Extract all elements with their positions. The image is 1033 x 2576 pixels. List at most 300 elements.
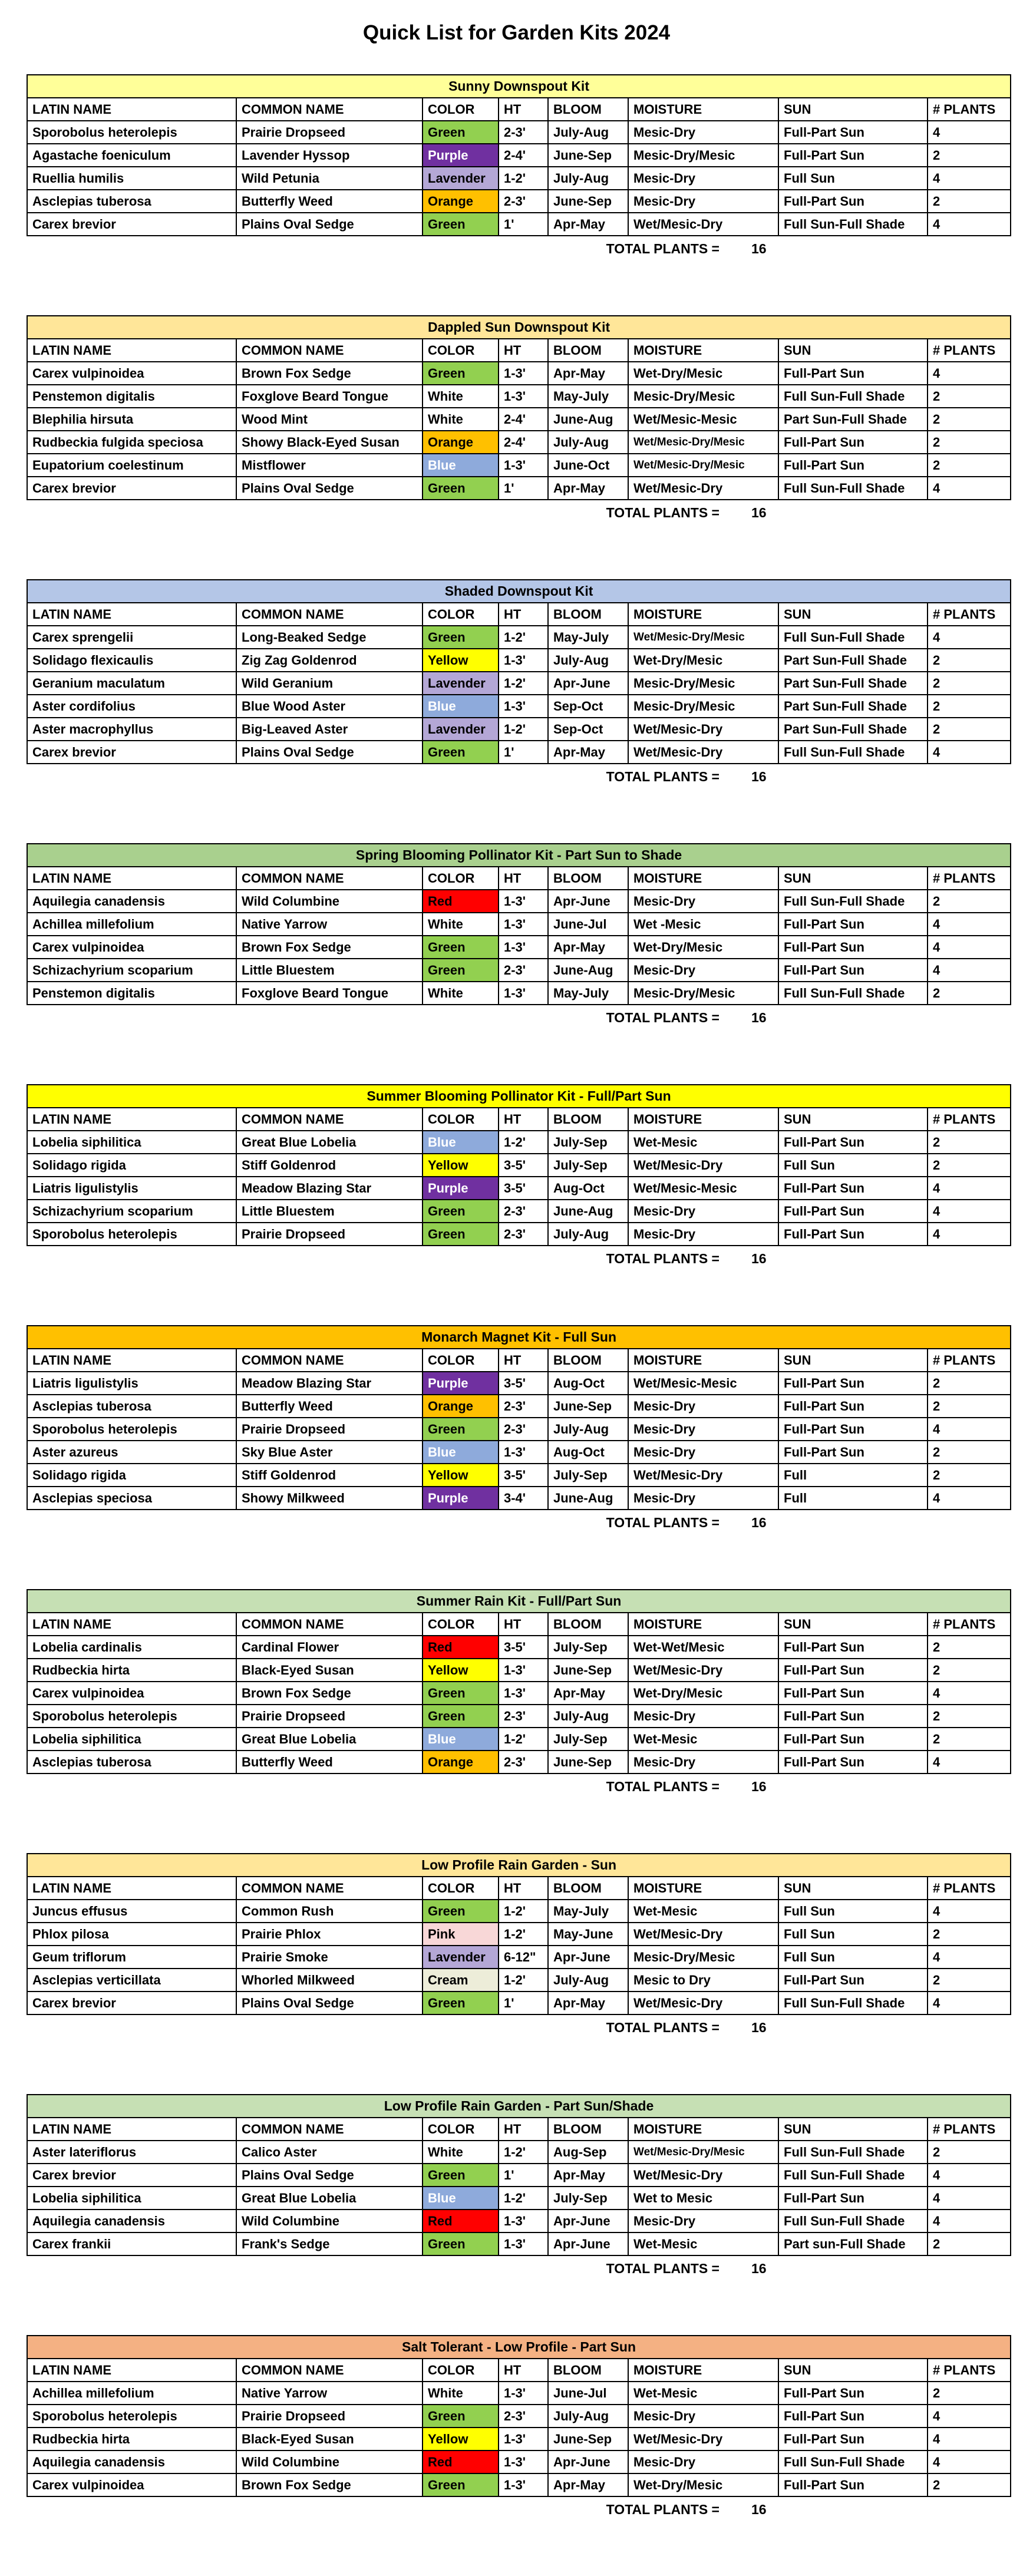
table-row xyxy=(27,1636,1011,1659)
kit-table xyxy=(27,2335,1011,2497)
total-plants xyxy=(27,1776,1010,1796)
cell-common-name: Prairie Dropseed xyxy=(236,121,423,144)
cell-latin-name: Carex sprengelii xyxy=(27,626,236,649)
color-swatch: Purple xyxy=(423,144,499,167)
total-plants xyxy=(27,767,1010,787)
cell-bloom: July-Sep xyxy=(548,1464,628,1487)
cell-plant-count: 2 xyxy=(928,1728,1011,1751)
total-value: 16 xyxy=(751,240,767,256)
cell-moisture: Wet -Mesic xyxy=(628,913,778,936)
table-row xyxy=(27,2428,1011,2450)
column-header-plant-count: # PLANTS xyxy=(928,2359,1011,2382)
cell-height: 1' xyxy=(499,477,548,500)
cell-moisture: Wet/Mesic-Dry xyxy=(628,741,778,764)
column-header-bloom: BLOOM xyxy=(548,1108,628,1131)
color-swatch: Green xyxy=(423,1223,499,1246)
cell-height: 1-3' xyxy=(499,936,548,959)
column-header-color: COLOR xyxy=(423,1877,499,1900)
column-header-plant-count: # PLANTS xyxy=(928,98,1011,121)
cell-common-name: Stiff Goldenrod xyxy=(236,1464,423,1487)
cell-latin-name: Carex vulpinoidea xyxy=(27,2473,236,2496)
cell-sun: Full Sun-Full Shade xyxy=(778,385,928,408)
table-row xyxy=(27,982,1011,1005)
cell-common-name: Foxglove Beard Tongue xyxy=(236,385,423,408)
table-row xyxy=(27,1751,1011,1774)
column-header-plant-count: # PLANTS xyxy=(928,339,1011,362)
cell-height: 1-3' xyxy=(499,649,548,672)
column-header-common-name: COMMON NAME xyxy=(236,339,423,362)
column-header-plant-count: # PLANTS xyxy=(928,1877,1011,1900)
total-value: 16 xyxy=(751,2019,767,2035)
cell-common-name: Calico Aster xyxy=(236,2141,423,2164)
cell-latin-name: Rudbeckia hirta xyxy=(27,1659,236,1682)
column-header-sun: SUN xyxy=(778,1108,928,1131)
table-row xyxy=(27,362,1011,385)
column-header-common-name: COMMON NAME xyxy=(236,867,423,890)
cell-moisture: Mesic-Dry xyxy=(628,167,778,190)
cell-sun: Full Sun-Full Shade xyxy=(778,741,928,764)
color-swatch: Yellow xyxy=(423,649,499,672)
column-header-color: COLOR xyxy=(423,1349,499,1372)
cell-bloom: Apr-May xyxy=(548,362,628,385)
cell-height: 2-3' xyxy=(499,1418,548,1441)
kit-table xyxy=(27,1084,1011,1246)
color-swatch: Green xyxy=(423,1705,499,1728)
cell-moisture: Wet/Mesic-Dry xyxy=(628,718,778,741)
cell-latin-name: Penstemon digitalis xyxy=(27,982,236,1005)
cell-sun: Full-Part Sun xyxy=(778,454,928,477)
header-row xyxy=(27,867,1011,890)
cell-height: 6-12" xyxy=(499,1946,548,1969)
table-row xyxy=(27,2232,1011,2255)
cell-plant-count: 4 xyxy=(928,2187,1011,2210)
column-header-height: HT xyxy=(499,1108,548,1131)
cell-sun: Full-Part Sun xyxy=(778,913,928,936)
cell-moisture: Wet/Mesic-Dry xyxy=(628,213,778,236)
cell-latin-name: Phlox pilosa xyxy=(27,1923,236,1946)
column-header-common-name: COMMON NAME xyxy=(236,1108,423,1131)
column-header-common-name: COMMON NAME xyxy=(236,98,423,121)
color-swatch: Green xyxy=(423,1200,499,1223)
cell-plant-count: 4 xyxy=(928,1946,1011,1969)
cell-height: 2-4' xyxy=(499,408,548,431)
table-row xyxy=(27,1487,1011,1510)
column-header-moisture: MOISTURE xyxy=(628,603,778,626)
column-header-common-name: COMMON NAME xyxy=(236,1877,423,1900)
column-header-moisture: MOISTURE xyxy=(628,98,778,121)
cell-sun: Full-Part Sun xyxy=(778,2428,928,2450)
cell-moisture: Wet-Mesic xyxy=(628,1728,778,1751)
total-plants xyxy=(27,1008,1010,1028)
cell-latin-name: Sporobolus heterolepis xyxy=(27,1418,236,1441)
cell-plant-count: 2 xyxy=(928,695,1011,718)
cell-common-name: Plains Oval Sedge xyxy=(236,2164,423,2187)
cell-common-name: Little Bluestem xyxy=(236,959,423,982)
cell-sun: Full Sun-Full Shade xyxy=(778,2141,928,2164)
total-label: TOTAL PLANTS = xyxy=(606,2019,720,2035)
header-row xyxy=(27,2118,1011,2141)
cell-bloom: July-Aug xyxy=(548,1418,628,1441)
table-row xyxy=(27,2141,1011,2164)
table-row xyxy=(27,213,1011,236)
cell-moisture: Wet/Mesic-Dry/Mesic xyxy=(628,2141,778,2164)
total-value: 16 xyxy=(751,1514,767,1530)
cell-height: 3-5' xyxy=(499,1177,548,1200)
cell-latin-name: Aquilegia canadensis xyxy=(27,2210,236,2232)
cell-moisture: Mesic-Dry/Mesic xyxy=(628,672,778,695)
total-value: 16 xyxy=(751,504,767,520)
cell-common-name: Butterfly Weed xyxy=(236,190,423,213)
color-swatch: Orange xyxy=(423,1395,499,1418)
kit-title: Summer Rain Kit - Full/Part Sun xyxy=(27,1590,1011,1613)
cell-bloom: June-Sep xyxy=(548,1751,628,1774)
cell-moisture: Mesic-Dry xyxy=(628,1487,778,1510)
cell-common-name: Wood Mint xyxy=(236,408,423,431)
cell-plant-count: 2 xyxy=(928,1659,1011,1682)
column-header-color: COLOR xyxy=(423,98,499,121)
cell-height: 1-2' xyxy=(499,1728,548,1751)
total-label: TOTAL PLANTS = xyxy=(606,1009,720,1025)
table-row xyxy=(27,2210,1011,2232)
column-header-sun: SUN xyxy=(778,2118,928,2141)
cell-bloom: July-Aug xyxy=(548,2405,628,2428)
cell-sun: Full Sun xyxy=(778,1900,928,1923)
cell-common-name: Great Blue Lobelia xyxy=(236,1131,423,1154)
cell-common-name: Prairie Dropseed xyxy=(236,1705,423,1728)
cell-height: 1-3' xyxy=(499,913,548,936)
cell-common-name: Meadow Blazing Star xyxy=(236,1372,423,1395)
kit-section xyxy=(27,843,1010,1028)
kit-section xyxy=(27,1853,1010,2037)
cell-moisture: Mesic-Dry xyxy=(628,121,778,144)
column-header-latin-name: LATIN NAME xyxy=(27,603,236,626)
column-header-latin-name: LATIN NAME xyxy=(27,867,236,890)
cell-bloom: Aug-Oct xyxy=(548,1441,628,1464)
cell-plant-count: 4 xyxy=(928,1900,1011,1923)
cell-moisture: Wet-Wet/Mesic xyxy=(628,1636,778,1659)
cell-moisture: Mesic-Dry xyxy=(628,1200,778,1223)
cell-sun: Full Sun xyxy=(778,1923,928,1946)
cell-latin-name: Solidago rigida xyxy=(27,1154,236,1177)
cell-bloom: July-Sep xyxy=(548,2187,628,2210)
table-row xyxy=(27,718,1011,741)
color-swatch: Green xyxy=(423,1992,499,2014)
cell-common-name: Blue Wood Aster xyxy=(236,695,423,718)
cell-latin-name: Carex brevior xyxy=(27,213,236,236)
cell-plant-count: 2 xyxy=(928,408,1011,431)
cell-moisture: Mesic-Dry xyxy=(628,1223,778,1246)
cell-sun: Full-Part Sun xyxy=(778,936,928,959)
cell-bloom: Apr-May xyxy=(548,1682,628,1705)
color-swatch: Blue xyxy=(423,2187,499,2210)
cell-bloom: July-Aug xyxy=(548,649,628,672)
cell-moisture: Mesic-Dry xyxy=(628,190,778,213)
cell-bloom: June-Aug xyxy=(548,959,628,982)
cell-common-name: Sky Blue Aster xyxy=(236,1441,423,1464)
column-header-plant-count: # PLANTS xyxy=(928,1349,1011,1372)
cell-plant-count: 4 xyxy=(928,362,1011,385)
cell-common-name: Black-Eyed Susan xyxy=(236,1659,423,1682)
total-label: TOTAL PLANTS = xyxy=(606,1514,720,1530)
cell-plant-count: 4 xyxy=(928,1682,1011,1705)
cell-latin-name: Carex brevior xyxy=(27,741,236,764)
table-row xyxy=(27,1659,1011,1682)
cell-latin-name: Carex vulpinoidea xyxy=(27,936,236,959)
cell-bloom: Apr-May xyxy=(548,2164,628,2187)
cell-plant-count: 4 xyxy=(928,913,1011,936)
cell-latin-name: Penstemon digitalis xyxy=(27,385,236,408)
cell-moisture: Wet-Dry/Mesic xyxy=(628,1682,778,1705)
table-row xyxy=(27,1154,1011,1177)
table-row xyxy=(27,1441,1011,1464)
cell-common-name: Mistflower xyxy=(236,454,423,477)
cell-common-name: Plains Oval Sedge xyxy=(236,741,423,764)
cell-sun: Full Sun-Full Shade xyxy=(778,2164,928,2187)
cell-height: 1-3' xyxy=(499,695,548,718)
table-row xyxy=(27,1705,1011,1728)
cell-sun: Part Sun-Full Shade xyxy=(778,408,928,431)
kit-table xyxy=(27,1853,1011,2015)
column-header-common-name: COMMON NAME xyxy=(236,1349,423,1372)
cell-latin-name: Blephilia hirsuta xyxy=(27,408,236,431)
color-swatch: Lavender xyxy=(423,167,499,190)
cell-bloom: June-Aug xyxy=(548,1200,628,1223)
cell-bloom: May-July xyxy=(548,626,628,649)
cell-common-name: Brown Fox Sedge xyxy=(236,362,423,385)
cell-height: 2-3' xyxy=(499,2405,548,2428)
header-row xyxy=(27,339,1011,362)
column-header-latin-name: LATIN NAME xyxy=(27,339,236,362)
cell-plant-count: 4 xyxy=(928,1992,1011,2014)
cell-common-name: Prairie Dropseed xyxy=(236,2405,423,2428)
cell-plant-count: 4 xyxy=(928,741,1011,764)
cell-height: 1-2' xyxy=(499,167,548,190)
cell-sun: Part sun-Full Shade xyxy=(778,2232,928,2255)
table-row xyxy=(27,1395,1011,1418)
cell-moisture: Wet/Mesic-Mesic xyxy=(628,1372,778,1395)
cell-height: 3-5' xyxy=(499,1464,548,1487)
column-header-bloom: BLOOM xyxy=(548,1613,628,1636)
cell-height: 1-3' xyxy=(499,1659,548,1682)
color-swatch: Lavender xyxy=(423,1946,499,1969)
cell-moisture: Mesic to Dry xyxy=(628,1969,778,1992)
cell-height: 1-3' xyxy=(499,362,548,385)
color-swatch: Green xyxy=(423,362,499,385)
column-header-moisture: MOISTURE xyxy=(628,1108,778,1131)
table-row xyxy=(27,121,1011,144)
cell-height: 1-2' xyxy=(499,2187,548,2210)
cell-common-name: Brown Fox Sedge xyxy=(236,2473,423,2496)
cell-common-name: Showy Milkweed xyxy=(236,1487,423,1510)
cell-common-name: Prairie Smoke xyxy=(236,1946,423,1969)
cell-common-name: Plains Oval Sedge xyxy=(236,213,423,236)
cell-bloom: Apr-June xyxy=(548,890,628,913)
cell-sun: Full-Part Sun xyxy=(778,1705,928,1728)
cell-latin-name: Carex vulpinoidea xyxy=(27,1682,236,1705)
cell-latin-name: Achillea millefolium xyxy=(27,913,236,936)
cell-plant-count: 2 xyxy=(928,672,1011,695)
cell-sun: Full-Part Sun xyxy=(778,1223,928,1246)
cell-latin-name: Sporobolus heterolepis xyxy=(27,1705,236,1728)
cell-bloom: Apr-June xyxy=(548,2450,628,2473)
column-header-color: COLOR xyxy=(423,339,499,362)
cell-plant-count: 2 xyxy=(928,1636,1011,1659)
cell-bloom: Apr-May xyxy=(548,936,628,959)
color-swatch: Orange xyxy=(423,190,499,213)
total-label: TOTAL PLANTS = xyxy=(606,240,720,256)
cell-latin-name: Carex frankii xyxy=(27,2232,236,2255)
total-label: TOTAL PLANTS = xyxy=(606,768,720,784)
cell-moisture: Wet to Mesic xyxy=(628,2187,778,2210)
column-header-sun: SUN xyxy=(778,867,928,890)
cell-common-name: Meadow Blazing Star xyxy=(236,1177,423,1200)
cell-latin-name: Schizachyrium scoparium xyxy=(27,1200,236,1223)
cell-sun: Full Sun-Full Shade xyxy=(778,1992,928,2014)
cell-sun: Full-Part Sun xyxy=(778,1418,928,1441)
column-header-moisture: MOISTURE xyxy=(628,1613,778,1636)
cell-bloom: July-Sep xyxy=(548,1728,628,1751)
cell-latin-name: Lobelia siphilitica xyxy=(27,1728,236,1751)
cell-height: 2-3' xyxy=(499,1395,548,1418)
cell-plant-count: 2 xyxy=(928,649,1011,672)
kit-title-row xyxy=(27,1590,1011,1613)
cell-sun: Part Sun-Full Shade xyxy=(778,695,928,718)
cell-plant-count: 2 xyxy=(928,718,1011,741)
cell-latin-name: Geranium maculatum xyxy=(27,672,236,695)
table-row xyxy=(27,1900,1011,1923)
color-swatch: White xyxy=(423,982,499,1005)
cell-latin-name: Carex brevior xyxy=(27,1992,236,2014)
cell-height: 2-3' xyxy=(499,1705,548,1728)
cell-common-name: Great Blue Lobelia xyxy=(236,1728,423,1751)
cell-plant-count: 4 xyxy=(928,121,1011,144)
cell-bloom: May-July xyxy=(548,385,628,408)
cell-plant-count: 2 xyxy=(928,982,1011,1005)
cell-latin-name: Asclepias verticillata xyxy=(27,1969,236,1992)
cell-plant-count: 2 xyxy=(928,1705,1011,1728)
cell-common-name: Whorled Milkweed xyxy=(236,1969,423,1992)
cell-common-name: Showy Black-Eyed Susan xyxy=(236,431,423,454)
cell-plant-count: 2 xyxy=(928,1131,1011,1154)
cell-moisture: Wet-Dry/Mesic xyxy=(628,936,778,959)
column-header-plant-count: # PLANTS xyxy=(928,1613,1011,1636)
cell-moisture: Mesic-Dry xyxy=(628,1395,778,1418)
table-row xyxy=(27,1464,1011,1487)
cell-sun: Full xyxy=(778,1487,928,1510)
cell-latin-name: Sporobolus heterolepis xyxy=(27,2405,236,2428)
cell-bloom: July-Sep xyxy=(548,1131,628,1154)
cell-sun: Full-Part Sun xyxy=(778,2382,928,2405)
cell-common-name: Prairie Dropseed xyxy=(236,1418,423,1441)
column-header-color: COLOR xyxy=(423,2359,499,2382)
color-swatch: Green xyxy=(423,1682,499,1705)
cell-latin-name: Carex brevior xyxy=(27,477,236,500)
cell-moisture: Wet/Mesic-Dry xyxy=(628,1659,778,1682)
cell-moisture: Wet-Mesic xyxy=(628,2382,778,2405)
table-row xyxy=(27,477,1011,500)
color-swatch: Blue xyxy=(423,695,499,718)
cell-bloom: Apr-June xyxy=(548,2232,628,2255)
color-swatch: Blue xyxy=(423,454,499,477)
table-row xyxy=(27,959,1011,982)
color-swatch: Green xyxy=(423,1418,499,1441)
cell-plant-count: 4 xyxy=(928,2450,1011,2473)
table-row xyxy=(27,1372,1011,1395)
cell-height: 3-4' xyxy=(499,1487,548,1510)
cell-latin-name: Juncus effusus xyxy=(27,1900,236,1923)
kit-title: Dappled Sun Downspout Kit xyxy=(27,316,1011,339)
cell-height: 1' xyxy=(499,2164,548,2187)
kit-title-row xyxy=(27,580,1011,603)
table-row xyxy=(27,1200,1011,1223)
cell-height: 1-3' xyxy=(499,1682,548,1705)
color-swatch: Yellow xyxy=(423,2428,499,2450)
cell-moisture: Wet-Mesic xyxy=(628,2232,778,2255)
cell-common-name: Lavender Hyssop xyxy=(236,144,423,167)
cell-sun: Part Sun-Full Shade xyxy=(778,672,928,695)
cell-bloom: June-Aug xyxy=(548,1487,628,1510)
table-row xyxy=(27,890,1011,913)
color-swatch: Green xyxy=(423,2232,499,2255)
header-row xyxy=(27,2359,1011,2382)
kit-title: Spring Blooming Pollinator Kit - Part Sun to Shade xyxy=(27,844,1011,867)
cell-bloom: Apr-June xyxy=(548,2210,628,2232)
cell-height: 1-3' xyxy=(499,2232,548,2255)
cell-common-name: Prairie Dropseed xyxy=(236,1223,423,1246)
cell-plant-count: 4 xyxy=(928,167,1011,190)
column-header-latin-name: LATIN NAME xyxy=(27,1108,236,1131)
table-row xyxy=(27,1728,1011,1751)
cell-latin-name: Lobelia siphilitica xyxy=(27,2187,236,2210)
color-swatch: White xyxy=(423,2141,499,2164)
kit-title-row xyxy=(27,75,1011,98)
cell-common-name: Native Yarrow xyxy=(236,2382,423,2405)
cell-plant-count: 2 xyxy=(928,454,1011,477)
header-row xyxy=(27,1613,1011,1636)
cell-common-name: Brown Fox Sedge xyxy=(236,1682,423,1705)
column-header-moisture: MOISTURE xyxy=(628,1349,778,1372)
cell-bloom: Sep-Oct xyxy=(548,718,628,741)
color-swatch: Pink xyxy=(423,1923,499,1946)
cell-bloom: Apr-May xyxy=(548,2473,628,2496)
column-header-bloom: BLOOM xyxy=(548,867,628,890)
header-row xyxy=(27,603,1011,626)
cell-common-name: Cardinal Flower xyxy=(236,1636,423,1659)
header-row xyxy=(27,1877,1011,1900)
cell-bloom: Aug-Sep xyxy=(548,2141,628,2164)
cell-common-name: Wild Columbine xyxy=(236,890,423,913)
cell-bloom: June-Oct xyxy=(548,454,628,477)
color-swatch: Cream xyxy=(423,1969,499,1992)
cell-sun: Full Sun-Full Shade xyxy=(778,2210,928,2232)
kit-table xyxy=(27,1325,1011,1510)
table-row xyxy=(27,649,1011,672)
cell-common-name: Great Blue Lobelia xyxy=(236,2187,423,2210)
cell-height: 1-2' xyxy=(499,626,548,649)
cell-sun: Full Sun-Full Shade xyxy=(778,982,928,1005)
table-row xyxy=(27,626,1011,649)
cell-sun: Full Sun-Full Shade xyxy=(778,626,928,649)
color-swatch: Yellow xyxy=(423,1659,499,1682)
cell-plant-count: 4 xyxy=(928,1223,1011,1246)
cell-moisture: Wet/Mesic-Dry xyxy=(628,2428,778,2450)
cell-plant-count: 4 xyxy=(928,1177,1011,1200)
cell-common-name: Common Rush xyxy=(236,1900,423,1923)
table-row xyxy=(27,695,1011,718)
color-swatch: Yellow xyxy=(423,1464,499,1487)
cell-moisture: Mesic-Dry/Mesic xyxy=(628,982,778,1005)
color-swatch: Green xyxy=(423,2473,499,2496)
